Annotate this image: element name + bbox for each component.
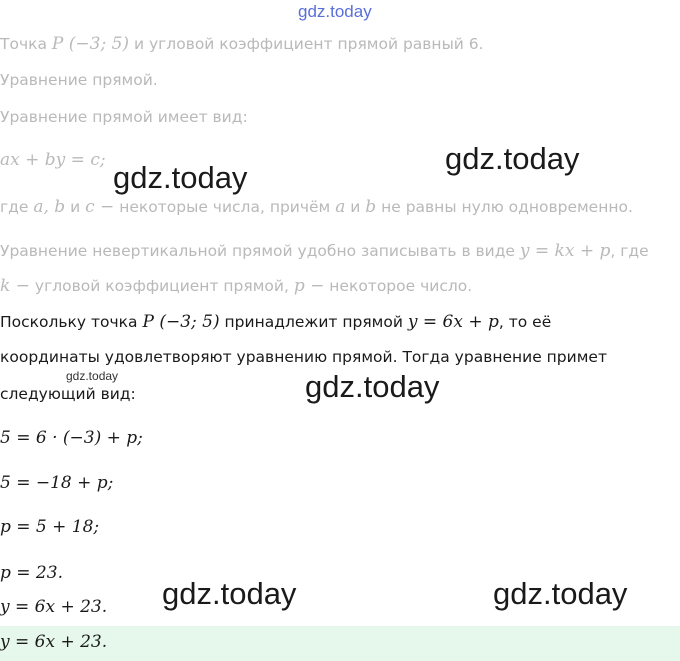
watermark-small: gdz.today xyxy=(66,369,119,383)
text-line-point-belongs: Поскольку точка P (−3; 5) принадлежит прямой y = 6x + p, то её xyxy=(0,312,552,332)
text-line-nonvertical: Уравнение невертикальной прямой удобно записывать в виде y = kx + p, где xyxy=(0,241,649,261)
answer-equation: y = 6x + 23. xyxy=(0,632,108,652)
watermark: gdz.today xyxy=(162,576,297,611)
equation-step-3: p = 5 + 18; xyxy=(0,517,100,537)
text-line-coordinates: координаты удовлетворяют уравнению прямой. Тогда уравнение примет xyxy=(0,348,607,366)
text-line-following: следующий вид: xyxy=(0,385,136,403)
watermark-top: gdz.today xyxy=(298,2,372,21)
equation-step-4: p = 23. xyxy=(0,563,63,583)
watermark: gdz.today xyxy=(113,160,248,195)
equation-step-1: 5 = 6 · (−3) + p; xyxy=(0,428,143,448)
text-line-heading: Уравнение прямой. xyxy=(0,71,158,89)
text-line-coefficients: где a, b и c − некоторые числа, причём a и b не равны нулю одновременно. xyxy=(0,197,633,217)
text-line-slope-desc: k − угловой коэффициент прямой, p − некоторое число. xyxy=(0,276,473,296)
answer-box xyxy=(0,626,680,661)
equation-step-5: y = 6x + 23. xyxy=(0,597,108,617)
watermark: gdz.today xyxy=(493,576,628,611)
text-line-point-slope: Точка P (−3; 5) и угловой коэффициент прямой равный 6. xyxy=(0,34,484,54)
equation-step-2: 5 = −18 + p; xyxy=(0,473,114,493)
equation-general: ax + by = c; xyxy=(0,150,106,170)
watermark: gdz.today xyxy=(445,141,580,176)
text-line-form: Уравнение прямой имеет вид: xyxy=(0,108,248,126)
watermark: gdz.today xyxy=(305,369,440,404)
